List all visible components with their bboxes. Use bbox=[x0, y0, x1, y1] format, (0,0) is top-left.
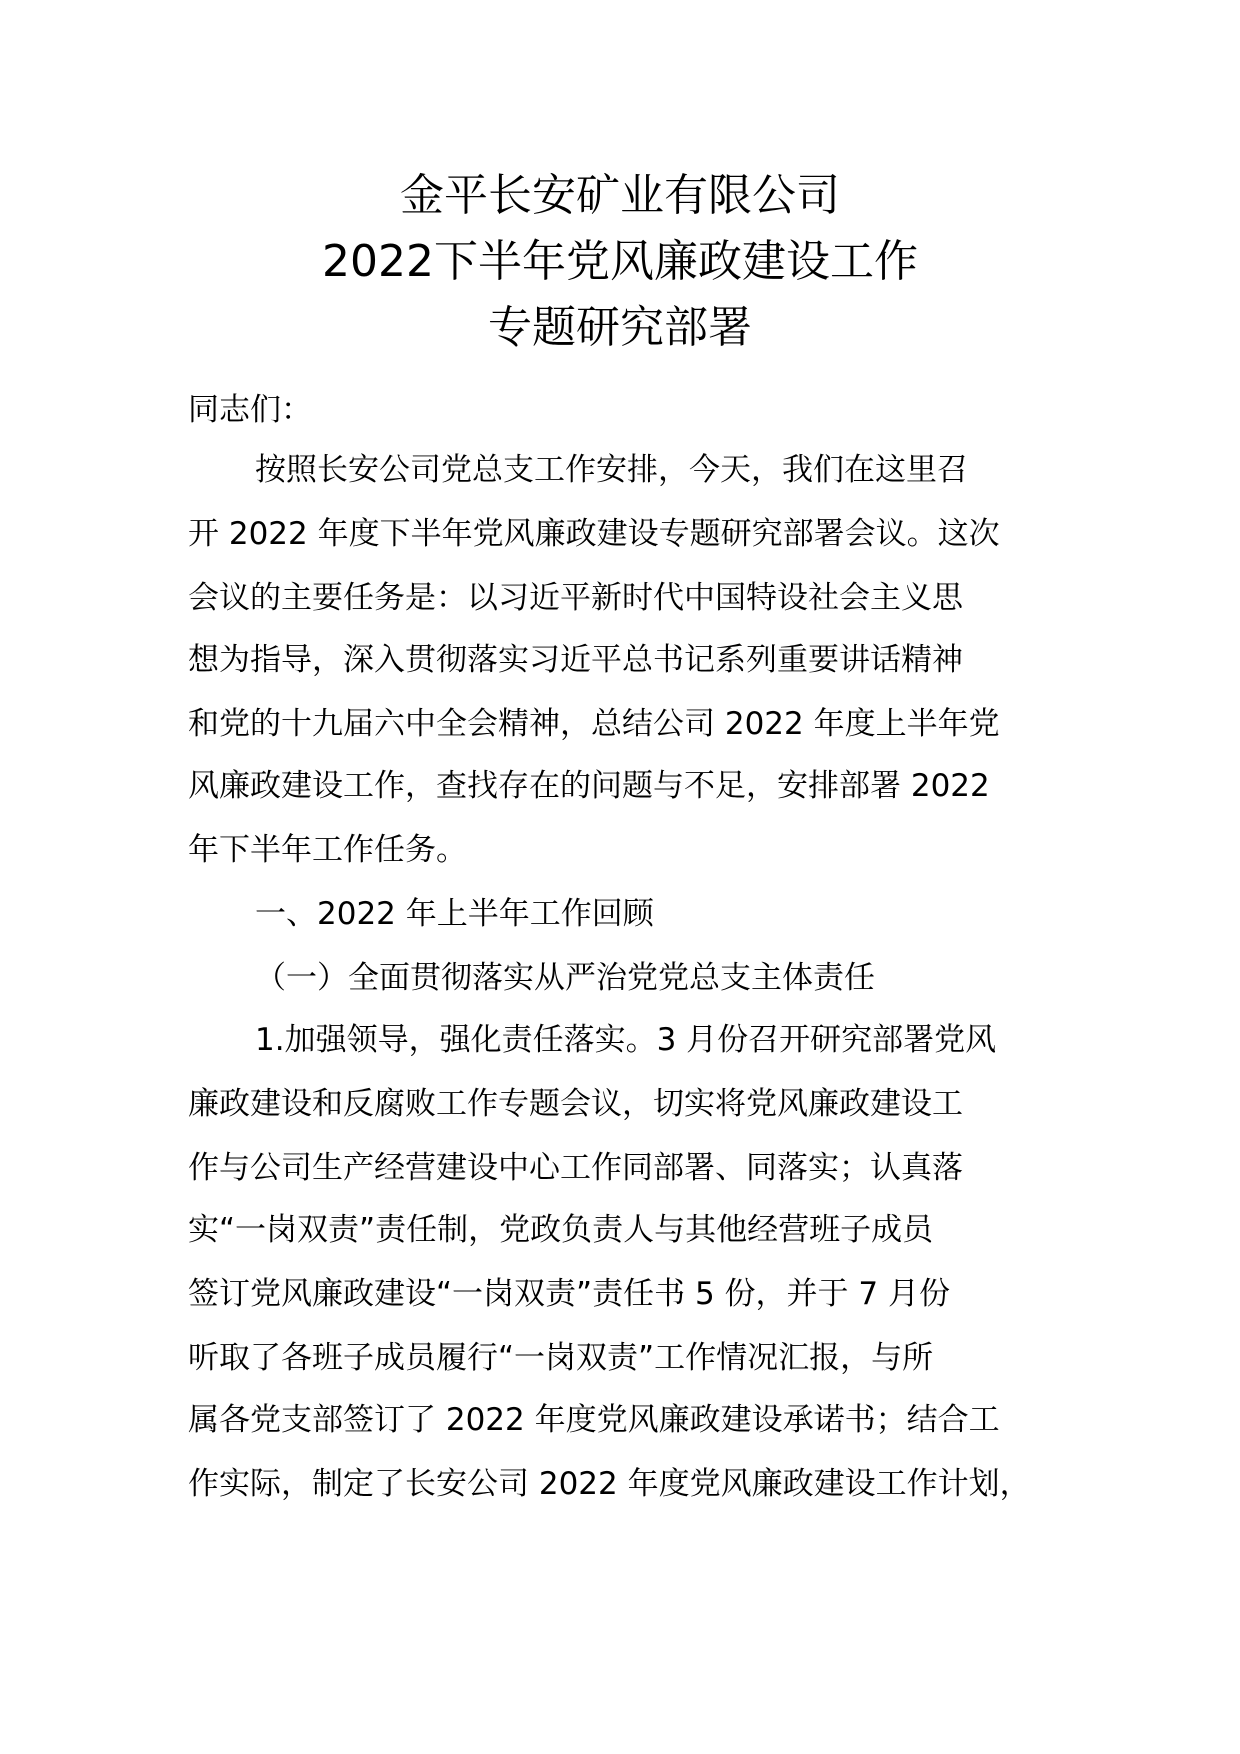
paragraph-line: 年下半年工作任务。 bbox=[188, 832, 467, 868]
paragraph-line: 按照长安公司党总支工作安排，今天，我们在这里召 bbox=[255, 452, 968, 488]
paragraph-line: 实“一岗双责”责任制，党政负责人与其他经营班子成员 bbox=[188, 1212, 934, 1248]
paragraph-line: 签订党风廉政建设“一岗双责”责任书 5 份，并于 7 月份 bbox=[188, 1276, 950, 1312]
paragraph-line: 和党的十九届六中全会精神，总结公司 2022 年度上半年党 bbox=[188, 706, 1000, 742]
paragraph-line: 想为指导，深入贯彻落实习近平总书记系列重要讲话精神 bbox=[188, 642, 963, 678]
paragraph-line: 廉政建设和反腐败工作专题会议，切实将党风廉政建设工 bbox=[188, 1086, 963, 1122]
paragraph-line: 会议的主要任务是：以习近平新时代中国特设社会主义思 bbox=[188, 580, 963, 616]
paragraph-line: 作实际，制定了长安公司 2022 年度党风廉政建设工作计划， bbox=[188, 1466, 1031, 1502]
subsection-heading: （一）全面贯彻落实从严治党党总支主体责任 bbox=[255, 960, 875, 996]
paragraph-line: 1.加强领导，强化责任落实。3 月份召开研究部署党风 bbox=[255, 1022, 997, 1058]
title-line-1: 金平长安矿业有限公司 bbox=[400, 170, 840, 221]
greeting: 同志们： bbox=[188, 392, 312, 428]
title-line-2: 2022下半年党风廉政建设工作 bbox=[322, 236, 918, 287]
paragraph-line: 属各党支部签订了 2022 年度党风廉政建设承诺书；结合工 bbox=[188, 1402, 1000, 1438]
paragraph-line: 作与公司生产经营建设中心工作同部署、同落实；认真落 bbox=[188, 1150, 963, 1186]
paragraph-line: 开 2022 年度下半年党风廉政建设专题研究部署会议。这次 bbox=[188, 516, 1000, 552]
paragraph-line: 听取了各班子成员履行“一岗双责”工作情况汇报，与所 bbox=[188, 1340, 934, 1376]
paragraph-line: 风廉政建设工作，查找存在的问题与不足，安排部署 2022 bbox=[188, 768, 990, 804]
section-heading: 一、2022 年上半年工作回顾 bbox=[255, 896, 654, 932]
title-line-3: 专题研究部署 bbox=[488, 302, 752, 353]
